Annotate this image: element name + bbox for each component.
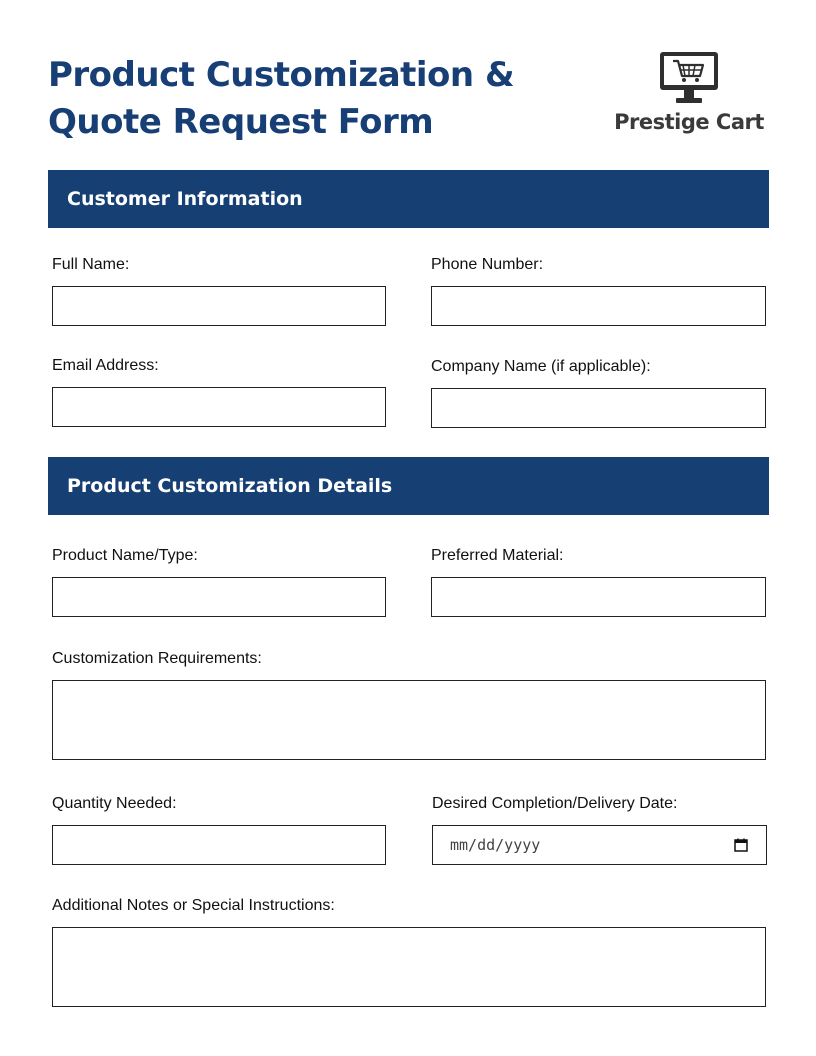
monitor-cart-icon: [659, 50, 719, 106]
brand-logo: [606, 50, 772, 142]
product-name-field[interactable]: [52, 577, 386, 617]
quantity-needed-label: Quantity Needed:: [52, 795, 177, 812]
full-name-label: Full Name:: [52, 256, 130, 273]
product-name-label: Product Name/Type:: [52, 547, 198, 564]
title-line-1: Product Customization &: [48, 55, 515, 95]
delivery-date-input[interactable]: [432, 825, 767, 865]
company-name-label: Company Name (if applicable):: [431, 358, 651, 375]
phone-number-label: Phone Number:: [431, 256, 544, 273]
email-address-field[interactable]: [52, 387, 386, 427]
section-heading: Customer Information: [67, 188, 303, 210]
delivery-date-label: Desired Completion/Delivery Date:: [432, 795, 678, 812]
calendar-icon[interactable]: [734, 838, 748, 852]
preferred-material-label: Preferred Material:: [431, 547, 564, 564]
additional-notes-textarea[interactable]: [52, 927, 766, 1007]
customization-requirements-textarea[interactable]: [52, 680, 766, 760]
section-heading: Product Customization Details: [67, 475, 393, 497]
title-line-2: Quote Request Form: [48, 102, 434, 142]
customization-requirements-label: Customization Requirements:: [52, 650, 262, 667]
date-placeholder: mm/dd/yyyy: [450, 836, 541, 854]
preferred-material-field[interactable]: [431, 577, 766, 617]
section-header-customer-information: [48, 170, 769, 228]
quantity-needed-field[interactable]: [52, 825, 386, 865]
page-title: [48, 52, 568, 146]
phone-number-field[interactable]: [431, 286, 766, 326]
company-name-field[interactable]: [431, 388, 766, 428]
additional-notes-label: Additional Notes or Special Instructions:: [52, 897, 335, 914]
full-name-field[interactable]: [52, 286, 386, 326]
logo-text: Prestige Cart: [614, 110, 764, 134]
section-header-product-customization: [48, 457, 769, 515]
email-address-label: Email Address:: [52, 357, 159, 374]
